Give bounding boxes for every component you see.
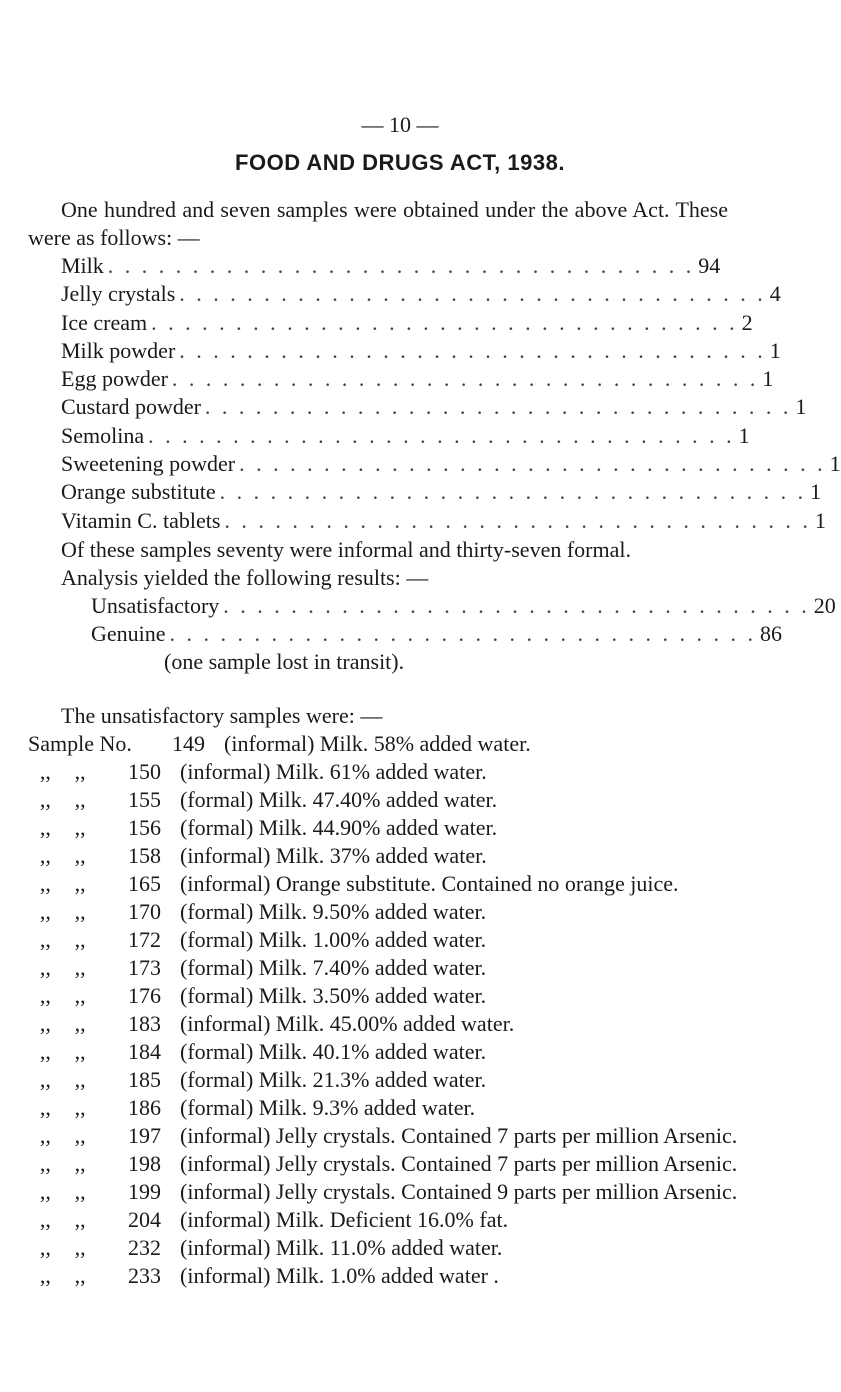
sample-type-label: Egg powder bbox=[61, 366, 168, 392]
sample-type-label: Ice cream bbox=[61, 309, 148, 335]
unsatisfactory-row bbox=[28, 1038, 768, 1066]
unsatisfactory-row bbox=[28, 1010, 768, 1038]
ditto-mark: ,, bbox=[74, 871, 86, 896]
result-label: Genuine bbox=[91, 621, 166, 647]
unsatisfactory-row bbox=[28, 758, 768, 786]
sample-result: (informal) Milk. 61% added water. bbox=[180, 759, 487, 784]
sample-number: 204 bbox=[128, 1207, 161, 1232]
sample-type-label: Semolina bbox=[61, 422, 145, 448]
sample-type-row bbox=[61, 478, 822, 506]
sample-number: 150 bbox=[128, 759, 161, 784]
sample-type-count: 1 bbox=[795, 394, 807, 420]
ditto-mark: ,, bbox=[39, 1235, 51, 1260]
sample-type-count: 1 bbox=[829, 451, 841, 477]
ditto-mark: ,, bbox=[74, 1067, 86, 1092]
sample-type-count: 1 bbox=[738, 422, 750, 448]
analysis-intro: Analysis yielded the following results: — bbox=[61, 565, 429, 590]
sample-number: 186 bbox=[128, 1095, 161, 1120]
ditto-mark: ,, bbox=[39, 1151, 51, 1176]
unsatisfactory-row bbox=[28, 1094, 768, 1122]
ditto-mark: ,, bbox=[39, 1095, 51, 1120]
sample-type-label: Jelly crystals bbox=[61, 281, 176, 307]
unsatisfactory-list bbox=[28, 730, 768, 1290]
ditto-mark: ,, bbox=[39, 1011, 51, 1036]
ditto-mark: ,, bbox=[39, 843, 51, 868]
unsatisfactory-row bbox=[28, 814, 768, 842]
ditto-mark: ,, bbox=[74, 899, 86, 924]
leader-dots: . . . . . . . . . . . . . . . . . . . . . . . . . . . . . . . . . . . bbox=[151, 309, 738, 335]
sample-type-label: Vitamin C. tablets bbox=[61, 507, 221, 533]
sample-number: 232 bbox=[128, 1235, 161, 1260]
ditto-mark: ,, bbox=[39, 983, 51, 1008]
leader-dots: . . . . . . . . . . . . . . . . . . . . . . . . . . . . . . . . . . . bbox=[169, 621, 757, 647]
ditto-mark: ,, bbox=[39, 955, 51, 980]
sample-number: 156 bbox=[128, 815, 161, 840]
sample-number: 197 bbox=[128, 1123, 161, 1148]
sample-number: 170 bbox=[128, 899, 161, 924]
result-label: Unsatisfactory bbox=[91, 593, 220, 618]
sample-type-row bbox=[61, 252, 721, 280]
sample-type-label: Orange substitute bbox=[61, 479, 216, 505]
ditto-mark: ,, bbox=[74, 815, 86, 840]
leader-dots: . . . . . . . . . . . . . . . . . . . . . . . . . . . . . . . . . . . bbox=[239, 451, 826, 477]
sample-type-label: Custard powder bbox=[61, 394, 201, 420]
sample-type-row bbox=[61, 365, 774, 393]
unsatisfactory-row bbox=[28, 926, 768, 954]
unsatisfactory-row bbox=[28, 1234, 768, 1262]
unsatisfactory-row bbox=[28, 954, 768, 982]
sample-result: (informal) Jelly crystals. Contained 7 parts per million Arsenic. bbox=[180, 1123, 738, 1148]
sample-type-row bbox=[61, 337, 781, 365]
page-title: FOOD AND DRUGS ACT, 1938. bbox=[235, 150, 565, 175]
unsatisfactory-row bbox=[28, 870, 768, 898]
sample-type-row bbox=[61, 393, 807, 421]
sample-type-count: 4 bbox=[769, 281, 781, 307]
sample-type-label: Milk powder bbox=[61, 337, 176, 363]
ditto-mark: ,, bbox=[39, 927, 51, 952]
unsatisfactory-row bbox=[28, 730, 768, 758]
leader-dots: . . . . . . . . . . . . . . . . . . . . . . . . . . . . . . . . . . . bbox=[179, 281, 766, 307]
unsatisfactory-row bbox=[28, 1206, 768, 1234]
sample-result: (informal) Milk. Deficient 16.0% fat. bbox=[180, 1207, 509, 1232]
sample-result: (informal) Orange substitute. Contained no orange juice. bbox=[180, 871, 679, 896]
sample-result: (formal) Milk. 9.50% added water. bbox=[180, 899, 487, 924]
ditto-mark: ,, bbox=[74, 927, 86, 952]
sample-result: (formal) Milk. 3.50% added water. bbox=[180, 983, 487, 1008]
sample-result: (formal) Milk. 47.40% added water. bbox=[180, 787, 498, 812]
ditto-mark: ,, bbox=[39, 871, 51, 896]
ditto-mark: ,, bbox=[39, 1039, 51, 1064]
sample-result: (formal) Milk. 7.40% added water. bbox=[180, 955, 487, 980]
formal-note: Of these samples seventy were informal and thirty-seven formal. bbox=[61, 537, 631, 562]
unsatisfactory-row bbox=[28, 898, 768, 926]
leader-dots: . . . . . . . . . . . . . . . . . . . . . . . . . . . . . . . . . . . bbox=[223, 593, 810, 618]
unsatisfactory-row bbox=[28, 1262, 768, 1290]
sample-number: 155 bbox=[128, 787, 161, 812]
sample-type-label: Milk bbox=[61, 253, 104, 278]
unsatisfactory-row bbox=[28, 1178, 768, 1206]
page-number: — 10 — bbox=[361, 112, 439, 137]
ditto-mark: ,, bbox=[39, 1067, 51, 1092]
ditto-mark: ,, bbox=[74, 983, 86, 1008]
unsatisfactory-row bbox=[28, 1150, 768, 1178]
sample-type-row bbox=[61, 450, 841, 478]
sample-result: (formal) Milk. 1.00% added water. bbox=[180, 927, 487, 952]
sample-type-row bbox=[61, 422, 750, 450]
leader-dots: . . . . . . . . . . . . . . . . . . . . . . . . . . . . . . . . . . . bbox=[171, 366, 759, 392]
ditto-mark: ,, bbox=[39, 787, 51, 812]
sample-number: 183 bbox=[128, 1011, 161, 1036]
lost-note: (one sample lost in transit). bbox=[164, 649, 405, 674]
sample-number: 198 bbox=[128, 1151, 161, 1176]
sample-number: 199 bbox=[128, 1179, 161, 1204]
ditto-mark: ,, bbox=[74, 1039, 86, 1064]
sample-type-count: 1 bbox=[762, 366, 774, 392]
sample-result: (formal) Milk. 44.90% added water. bbox=[180, 815, 498, 840]
unsatisfactory-row bbox=[28, 1122, 768, 1150]
sample-type-label: Sweetening powder bbox=[61, 451, 236, 477]
ditto-mark: ,, bbox=[74, 1235, 86, 1260]
result-count: 20 bbox=[813, 593, 836, 618]
ditto-mark: ,, bbox=[39, 1207, 51, 1232]
ditto-mark: ,, bbox=[74, 759, 86, 784]
sample-result: (formal) Milk. 40.1% added water. bbox=[180, 1039, 487, 1064]
result-row bbox=[91, 620, 783, 648]
results-list bbox=[91, 592, 836, 649]
ditto-mark: ,, bbox=[74, 787, 86, 812]
sample-result: (informal) Milk. 11.0% added water. bbox=[180, 1235, 503, 1260]
sample-no-label: Sample No. bbox=[28, 731, 132, 756]
sample-type-row bbox=[61, 507, 826, 535]
ditto-mark: ,, bbox=[39, 759, 51, 784]
sample-type-count: 2 bbox=[741, 309, 753, 335]
sample-result: (formal) Milk. 9.3% added water. bbox=[180, 1095, 476, 1120]
sample-number: 185 bbox=[128, 1067, 161, 1092]
ditto-mark: ,, bbox=[74, 1095, 86, 1120]
sample-number: 233 bbox=[128, 1263, 161, 1288]
ditto-mark: ,, bbox=[74, 843, 86, 868]
ditto-mark: ,, bbox=[74, 1151, 86, 1176]
sample-number: 173 bbox=[128, 955, 161, 980]
unsatisfactory-row bbox=[28, 786, 768, 814]
ditto-mark: ,, bbox=[39, 1123, 51, 1148]
unsatisfactory-row bbox=[28, 842, 768, 870]
intro-paragraph: One hundred and seven samples were obtained under the above Act. These were as follows: — bbox=[28, 197, 728, 250]
unsatisfactory-intro: The unsatisfactory samples were: — bbox=[61, 703, 383, 728]
leader-dots: . . . . . . . . . . . . . . . . . . . . . . . . . . . . . . . . . . . bbox=[224, 507, 811, 533]
sample-type-count: 1 bbox=[810, 479, 822, 505]
sample-result: (informal) Milk. 58% added water. bbox=[224, 731, 531, 756]
sample-result: (informal) Jelly crystals. Contained 7 parts per million Arsenic. bbox=[180, 1151, 738, 1176]
sample-number: 158 bbox=[128, 843, 161, 868]
ditto-mark: ,, bbox=[74, 1011, 86, 1036]
leader-dots: . . . . . . . . . . . . . . . . . . . . . . . . . . . . . . . . . . . bbox=[148, 422, 735, 448]
leader-dots: . . . . . . . . . . . . . . . . . . . . . . . . . . . . . . . . . . . bbox=[219, 479, 807, 505]
result-row bbox=[91, 592, 836, 620]
ditto-mark: ,, bbox=[39, 1179, 51, 1204]
leader-dots: . . . . . . . . . . . . . . . . . . . . . . . . . . . . . . . . . . . bbox=[179, 337, 766, 363]
sample-type-count: 1 bbox=[769, 337, 781, 363]
ditto-mark: ,, bbox=[74, 955, 86, 980]
sample-type-row bbox=[61, 280, 781, 308]
result-count: 86 bbox=[760, 621, 783, 647]
sample-number: 172 bbox=[128, 927, 161, 952]
sample-number: 176 bbox=[128, 983, 161, 1008]
samples-list bbox=[61, 252, 841, 535]
sample-number: 165 bbox=[128, 871, 161, 896]
leader-dots: . . . . . . . . . . . . . . . . . . . . . . . . . . . . . . . . . . . bbox=[204, 394, 792, 420]
sample-type-row bbox=[61, 309, 753, 337]
sample-number: 149 bbox=[172, 731, 205, 756]
sample-result: (informal) Jelly crystals. Contained 9 parts per million Arsenic. bbox=[180, 1179, 738, 1204]
unsatisfactory-row bbox=[28, 982, 768, 1010]
sample-type-count: 94 bbox=[698, 253, 721, 278]
ditto-mark: ,, bbox=[39, 899, 51, 924]
sample-result: (informal) Milk. 37% added water. bbox=[180, 843, 487, 868]
sample-result: (formal) Milk. 21.3% added water. bbox=[180, 1067, 487, 1092]
sample-result: (informal) Milk. 45.00% added water. bbox=[180, 1011, 515, 1036]
sample-type-count: 1 bbox=[814, 507, 826, 533]
ditto-mark: ,, bbox=[39, 1263, 51, 1288]
ditto-mark: ,, bbox=[74, 1207, 86, 1232]
ditto-mark: ,, bbox=[39, 815, 51, 840]
ditto-mark: ,, bbox=[74, 1263, 86, 1288]
ditto-mark: ,, bbox=[74, 1179, 86, 1204]
leader-dots: . . . . . . . . . . . . . . . . . . . . . . . . . . . . . . . . . . . bbox=[107, 253, 695, 278]
unsatisfactory-row bbox=[28, 1066, 768, 1094]
sample-result: (informal) Milk. 1.0% added water . bbox=[180, 1263, 499, 1288]
sample-number: 184 bbox=[128, 1039, 161, 1064]
ditto-mark: ,, bbox=[74, 1123, 86, 1148]
